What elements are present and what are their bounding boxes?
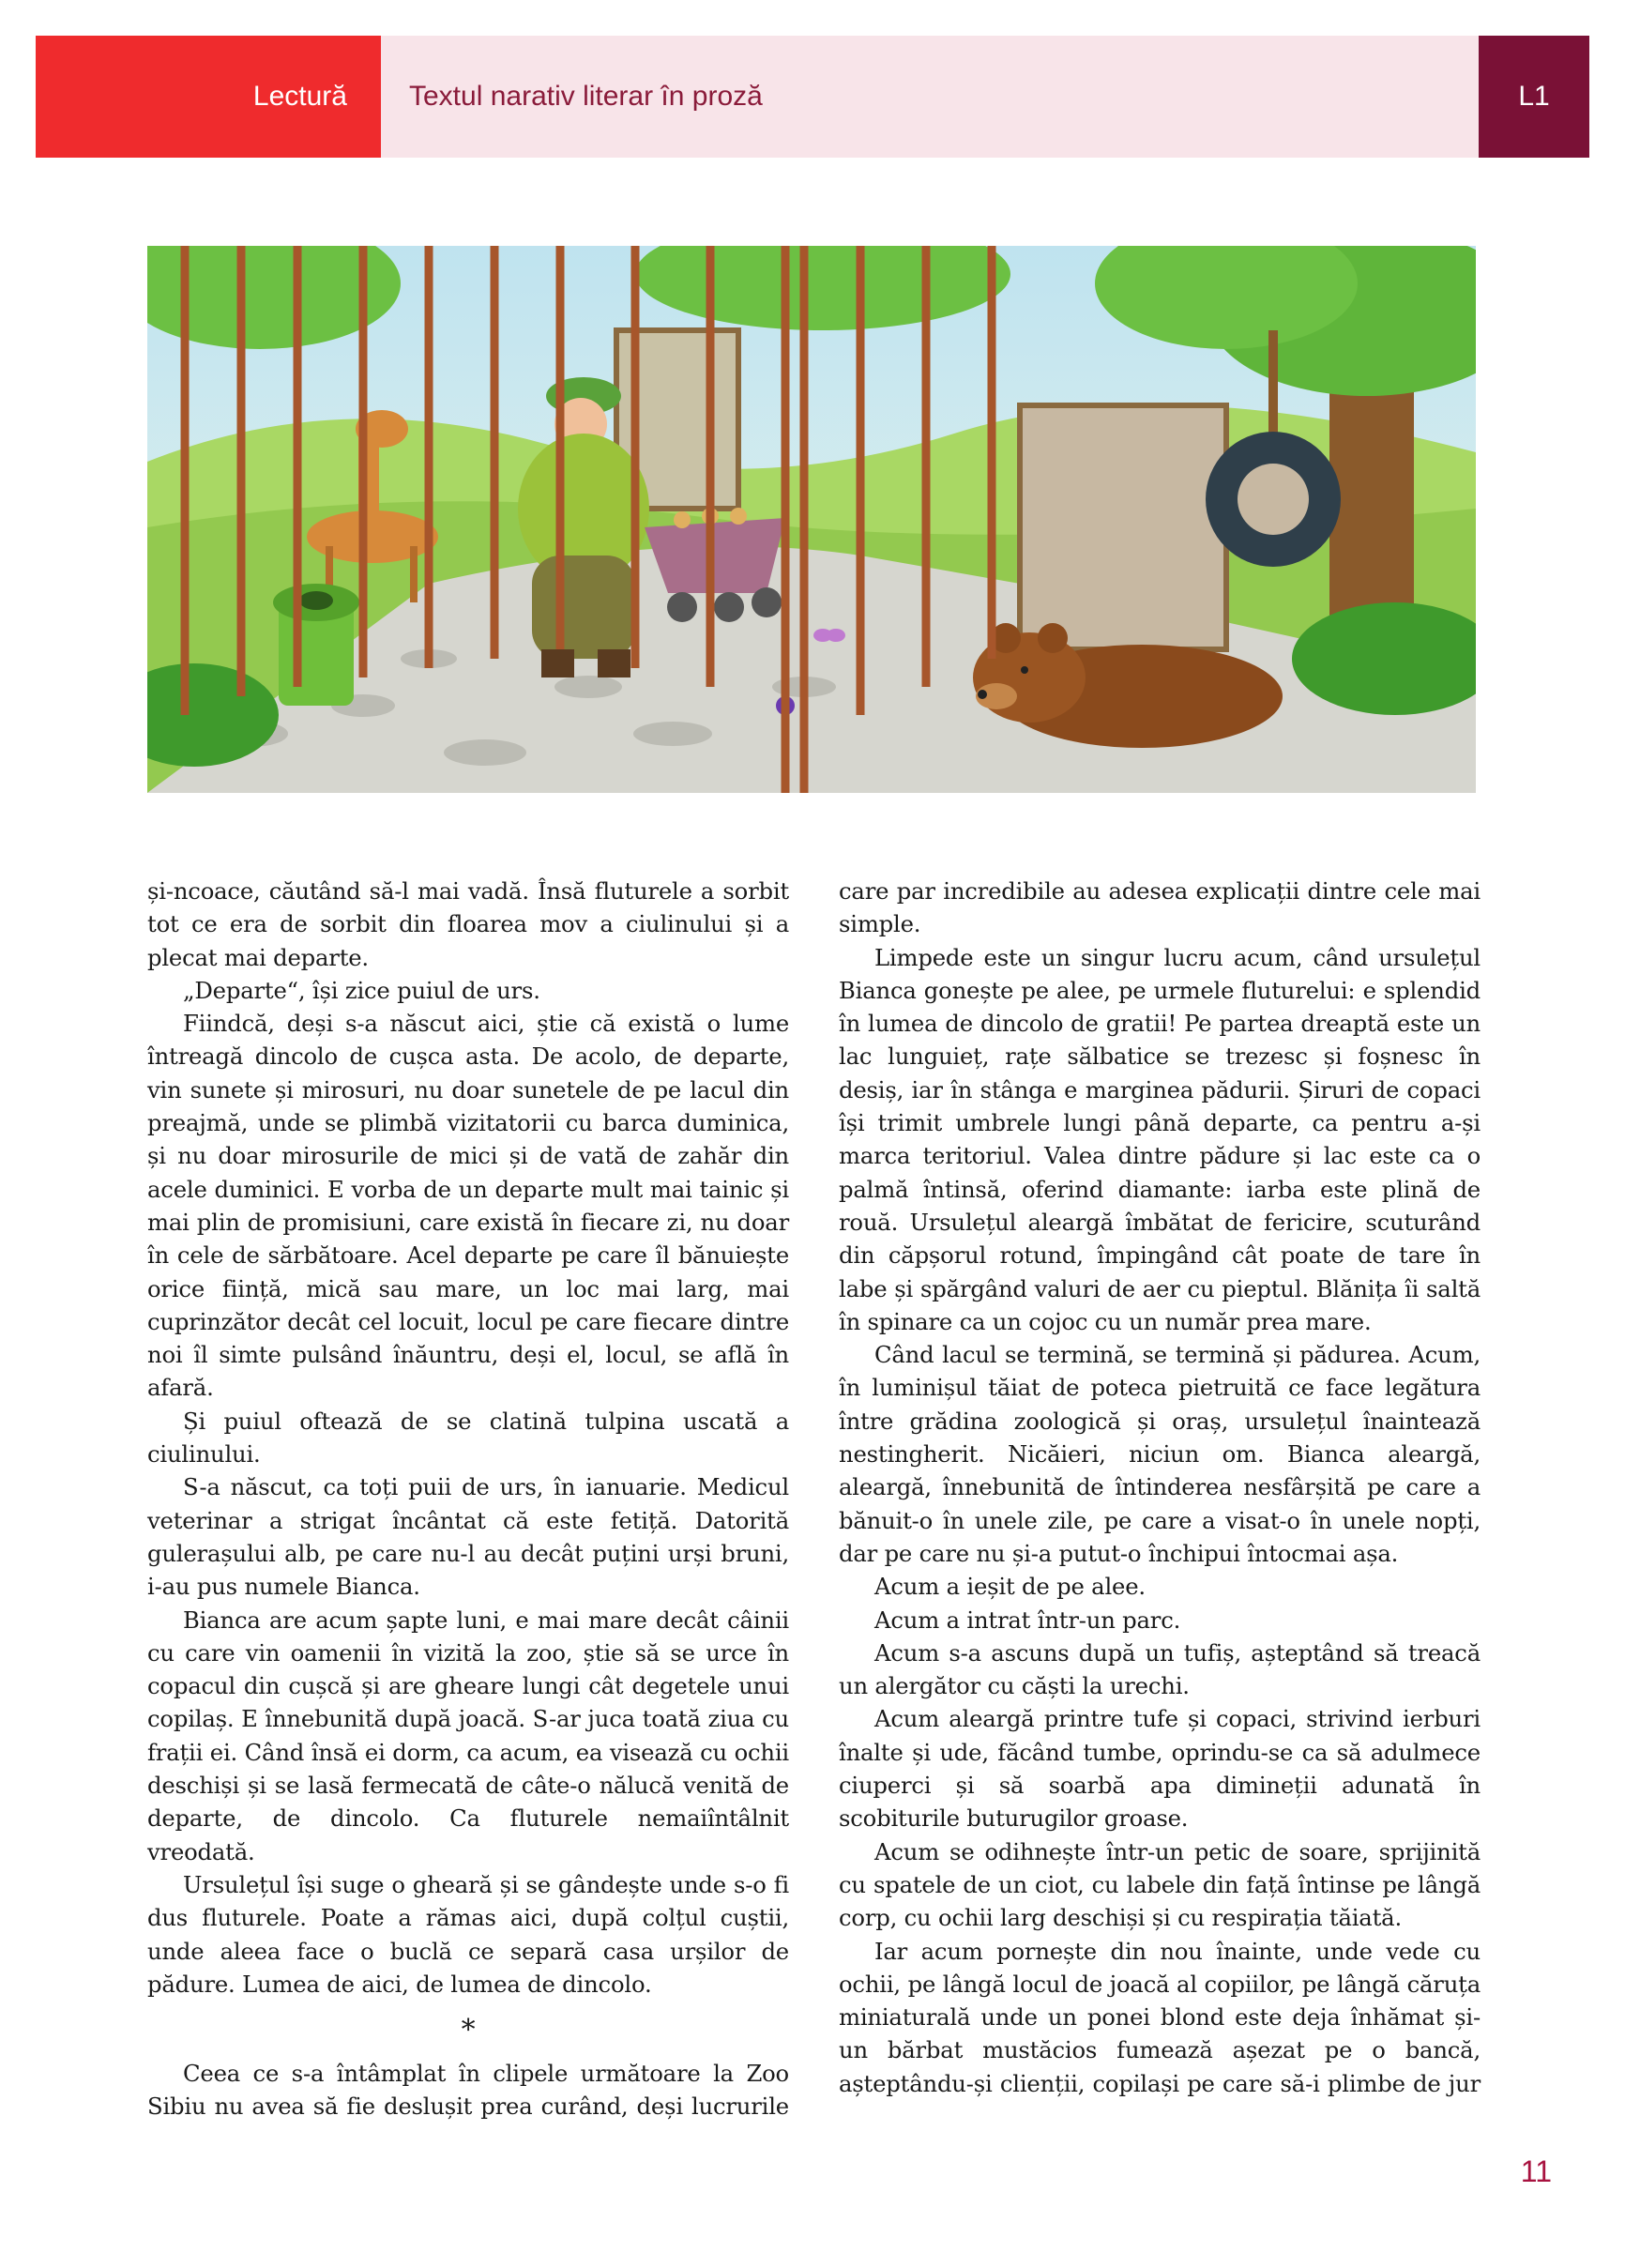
paragraph: Acum a ieșit de pe alee. bbox=[874, 1573, 1146, 1601]
text-column-left bbox=[147, 875, 789, 2123]
section-label-box bbox=[36, 36, 381, 158]
page-number: 11 bbox=[1520, 2154, 1552, 2188]
paragraph: Acum s-a ascuns după un tufiș, așteptând să treacă un alergător cu căști la urechi. bbox=[839, 1638, 1481, 1700]
paragraph: Și puiul oftează de se clatină tulpina uscată a ciulinului. bbox=[147, 1407, 789, 1469]
paragraph: Iar acum pornește din nou înainte, unde vede cu ochii, pe lângă locul de joacă al copiilor, pe lângă căruța miniaturală unde un ponei blond este deja înhămat și-un bărbat mustăcios fumează așezat pe o bancă, așteptându-și clienții, copilași pe care să-i plimbe de jur bbox=[839, 1937, 1481, 2097]
paragraph: care par incredibile au adesea explicații dintre cele mai simple. bbox=[839, 877, 1481, 938]
paragraph: și-ncoace, căutând să-l mai vadă. Însă fluturele a sorbit tot ce era de sorbit din floarea mov a ciulinului și a plecat mai departe. bbox=[147, 877, 789, 971]
paragraph: „Departe“, își zice puiul de urs. bbox=[183, 976, 540, 1004]
unit-label-box bbox=[1479, 36, 1589, 158]
paragraph: Fiindcă, deși s-a născut aici, știe că există o lume întreagă dincolo de cușca asta. De acolo, de departe, vin sunete și mirosuri, nu doar sunetele de pe lacul din preajmă, unde se plimbă vizitatorii cu barca duminica, și nu doar mirosurile de mici și de vată de zahăr din acele duminici. E vorba de un departe mult mai tainic și mai plin de promisiuni, care există în fiecare zi, nu doar în cele de sărbătoare. Acel departe pe care îl bănuiește orice ființă, mică sau mare, un loc mai larg, mai cuprinzător decât cel locuit, locul pe care fiecare dintre noi îl simte pulsând înăuntru, deși el, locul, se află în afară. bbox=[147, 1010, 789, 1402]
paragraph: Acum se odihnește într-un petic de soare, sprijinită cu spatele de un ciot, cu labele din față întinse pe lângă corp, cu ochii larg deschiși și cu respirația tăiată. bbox=[839, 1837, 1481, 1932]
paragraph: Limpede este un singur lucru acum, când ursulețul Bianca gonește pe alee, pe urmele fluturelui: e splendid în lumea de dincolo de gratii! Pe partea dreaptă este un lac lunguieț, rațe sălbatice se trezesc și foșnesc în desiș, iar în stânga e marginea pădurii. Șiruri de copaci își trimit umbrele lungi până departe, ca pentru a-și marca teritoriul. Valea dintre pădure și lac este ca o palmă întinsă, oferind diamante: iarba este plină de rouă. Ursulețul aleargă îmbătat de fericire, scuturând din căpșorul rotund, împingând cât poate de tare în labe și spărgând valuri de aer cu pieptul. Blănița îi saltă în spinare ca un cojoc cu un număr prea mare. bbox=[839, 943, 1481, 1335]
paragraph: Când lacul se termină, se termină și pădurea. Acum, în luminișul tăiat de poteca pietruită ce face legătura între grădina zoologică și oraș, ursulețul înaintează nestingherit. Nicăieri, niciun om. Bianca aleargă, aleargă, înnebunită de întinderea nesfârșită pe care a bănuit-o în unele zile, pe care a visat-o în unele nopți, dar pe care nu și-a putut-o închipui întocmai așa. bbox=[839, 1341, 1481, 1567]
page-header bbox=[36, 36, 1589, 158]
zoo-illustration-icon bbox=[147, 246, 1476, 793]
chapter-title-box bbox=[381, 36, 1479, 158]
paragraph: Acum a intrat într-un parc. bbox=[874, 1606, 1181, 1634]
trash-bin-icon bbox=[273, 584, 359, 706]
section-label: Lectură bbox=[252, 81, 347, 112]
paragraph: Ursulețul își suge o gheară și se gândește unde s-o fi dus fluturele. Poate a rămas aici, după colțul cuștii, unde aleea face o buclă ce separă casa urșilor de pădure. Lumea de aici, de lumea de dincolo. bbox=[147, 1870, 789, 1998]
text-column-right bbox=[839, 875, 1481, 2100]
paragraph: S-a născut, ca toți puii de urs, în ianuarie. Medicul veterinar a strigat încântat că este fetiță. Datorită gulerașului alb, pe care nu-l au decât puțini urși bruni, i-au pus numele Bianca. bbox=[147, 1473, 789, 1601]
section-separator: * bbox=[461, 2014, 476, 2047]
butterfly-icon bbox=[813, 629, 845, 642]
paragraph: Acum aleargă printre tufe și copaci, strivind ierburi înalte și ude, făcând tumbe, oprindu-se ca să adulmece ciuperci și să soarbă apa dimineții adunată în scobiturile buturugilor groase. bbox=[839, 1705, 1481, 1833]
unit-label: L1 bbox=[1518, 81, 1550, 112]
paragraph: Bianca are acum șapte luni, e mai mare decât câinii cu care vin oamenii în vizită la zoo, știe să se urce în copacul din cușcă și are gheare lungi cât degetele unui copilaș. E înnebunită după joacă. S-ar juca toată ziua cu frații ei. Când însă ei dorm, ca acum, ea visează cu ochii deschiși și se lasă fermecată de câte-o nălucă venită de departe, de dincolo. Ca fluturele nemaiîntâlnit vreodată. bbox=[147, 1606, 789, 1865]
chapter-title: Textul narativ literar în proză bbox=[409, 81, 763, 112]
paragraph: Ceea ce s-a întâmplat în clipele următoare la Zoo Sibiu nu avea să fie deslușit prea curând, deși lucrurile bbox=[147, 2060, 789, 2121]
